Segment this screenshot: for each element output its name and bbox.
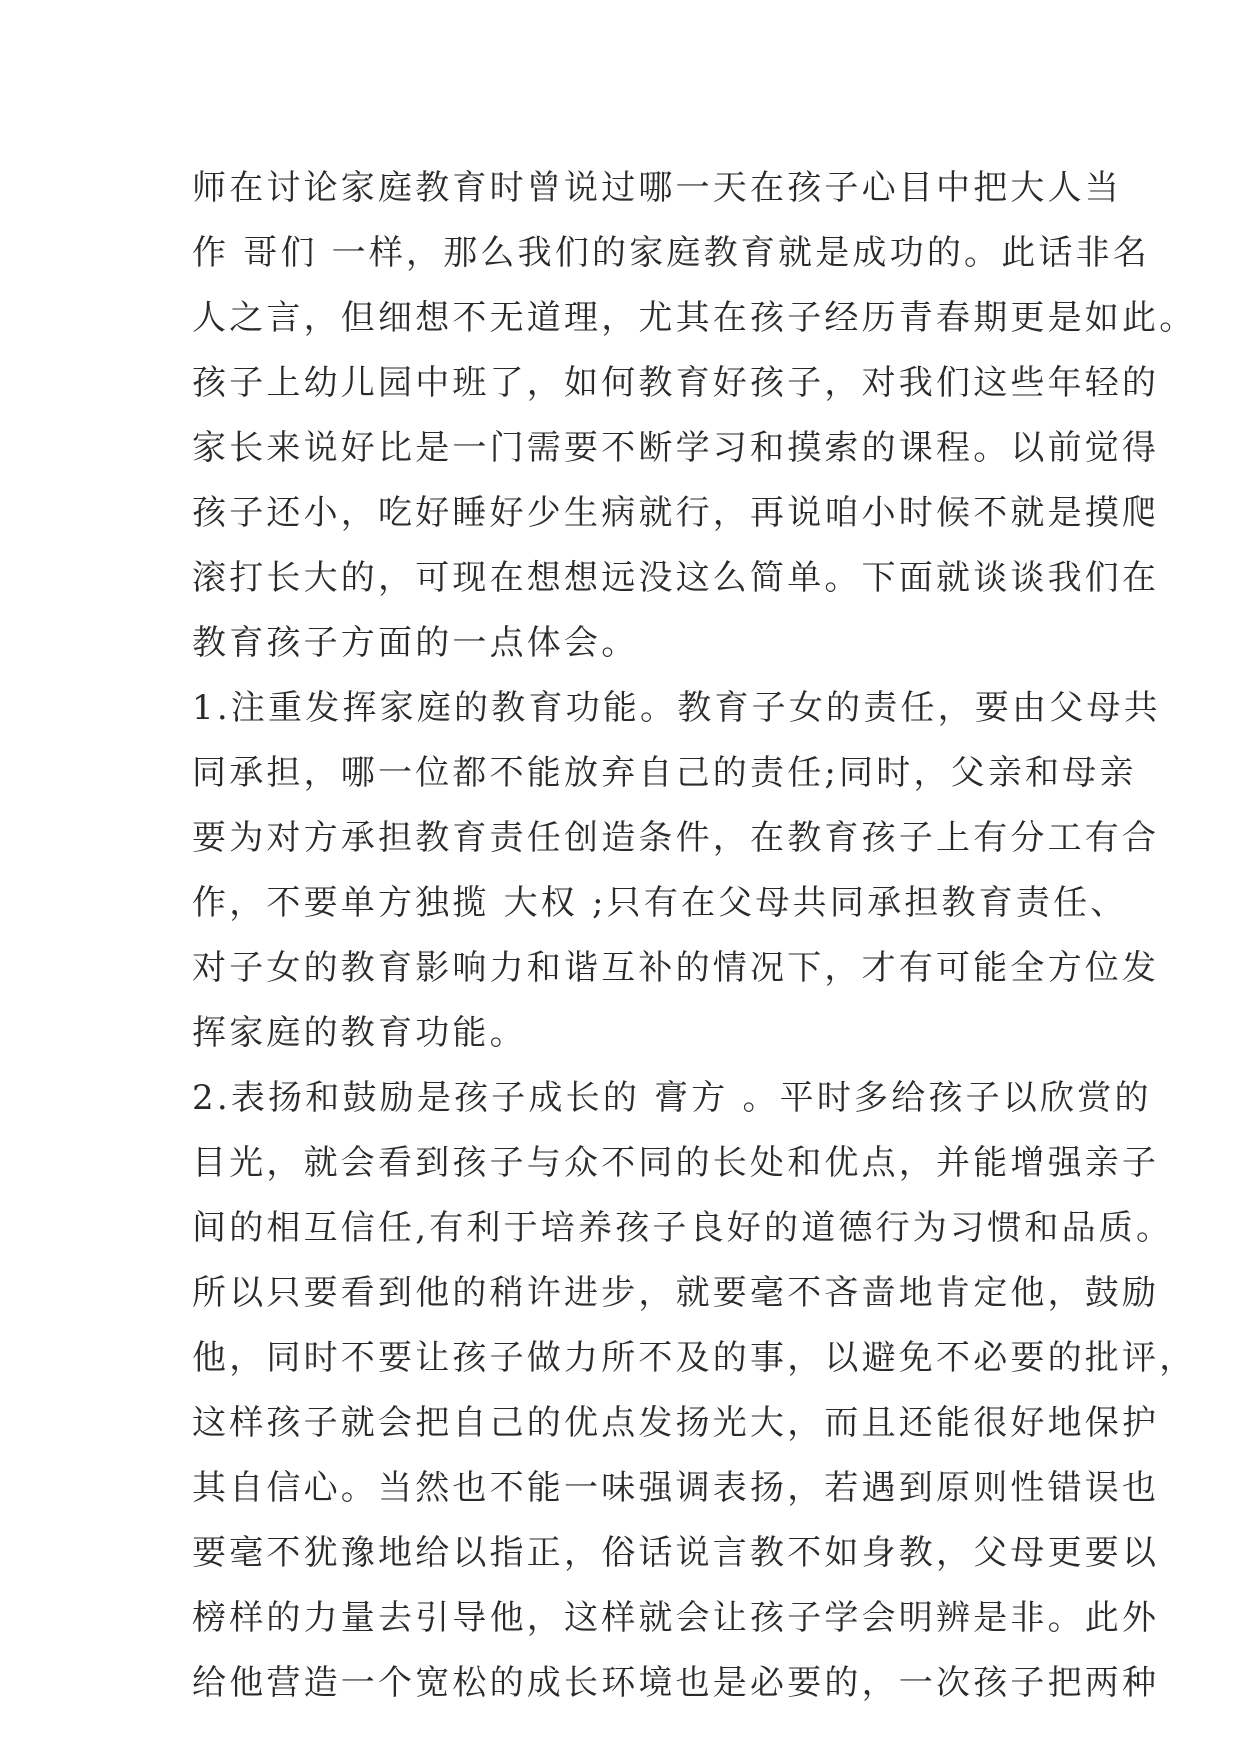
- text-line: 要毫不犹豫地给以指正，俗话说言教不如身教，父母更要以: [192, 1533, 1160, 1573]
- text-line: 榜样的力量去引导他，这样就会让孩子学会明辨是非。此外: [192, 1598, 1160, 1638]
- text-line: 这样孩子就会把自己的优点发扬光大，而且还能很好地保护: [192, 1403, 1160, 1443]
- text-line: 家长来说好比是一门需要不断学习和摸索的课程。以前觉得: [192, 428, 1160, 468]
- text-line: 挥家庭的教育功能。: [192, 1013, 527, 1053]
- text-line: 其自信心。当然也不能一味强调表扬，若遇到原则性错误也: [192, 1468, 1160, 1508]
- list-item-1-line: 1.注重发挥家庭的教育功能。教育子女的责任，要由父母共: [192, 688, 1161, 728]
- text-line: 要为对方承担教育责任创造条件，在教育孩子上有分工有合: [192, 818, 1160, 858]
- text-line: 作，不要单方独揽 大权 ;只有在父母共同承担教育责任、: [192, 883, 1128, 923]
- text-line: 孩子还小，吃好睡好少生病就行，再说咱小时候不就是摸爬: [192, 493, 1160, 533]
- text-line: 人之言，但细想不无道理，尤其在孩子经历青春期更是如此。: [192, 298, 1197, 338]
- body-text: [192, 156, 1197, 1716]
- text-line: 孩子上幼儿园中班了，如何教育好孩子，对我们这些年轻的: [192, 363, 1160, 403]
- text-line: 同承担，哪一位都不能放弃自己的责任;同时，父亲和母亲: [192, 753, 1137, 793]
- text-line: 作 哥们 一样，那么我们的家庭教育就是成功的。此话非名: [192, 233, 1151, 273]
- text-line: 教育孩子方面的一点体会。: [192, 623, 639, 663]
- text-line: 师在讨论家庭教育时曾说过哪一天在孩子心目中把大人当: [192, 168, 1122, 208]
- text-line: 对子女的教育影响力和谐互补的情况下，才有可能全方位发: [192, 948, 1160, 988]
- text-line: 给他营造一个宽松的成长环境也是必要的，一次孩子把两种: [192, 1663, 1160, 1703]
- text-line: 目光，就会看到孩子与众不同的长处和优点，并能增强亲子: [192, 1143, 1160, 1183]
- text-line: 他，同时不要让孩子做力所不及的事，以避免不必要的批评，: [192, 1338, 1197, 1378]
- text-line: 所以只要看到他的稍许进步，就要毫不吝啬地肯定他，鼓励: [192, 1273, 1160, 1313]
- list-item-2-line: 2.表扬和鼓励是孩子成长的 膏方 。平时多给孩子以欣赏的: [192, 1078, 1152, 1118]
- text-line: 滚打长大的，可现在想想远没这么简单。下面就谈谈我们在: [192, 558, 1160, 598]
- text-line: 间的相互信任,有利于培养孩子良好的道德行为习惯和品质。: [192, 1208, 1174, 1248]
